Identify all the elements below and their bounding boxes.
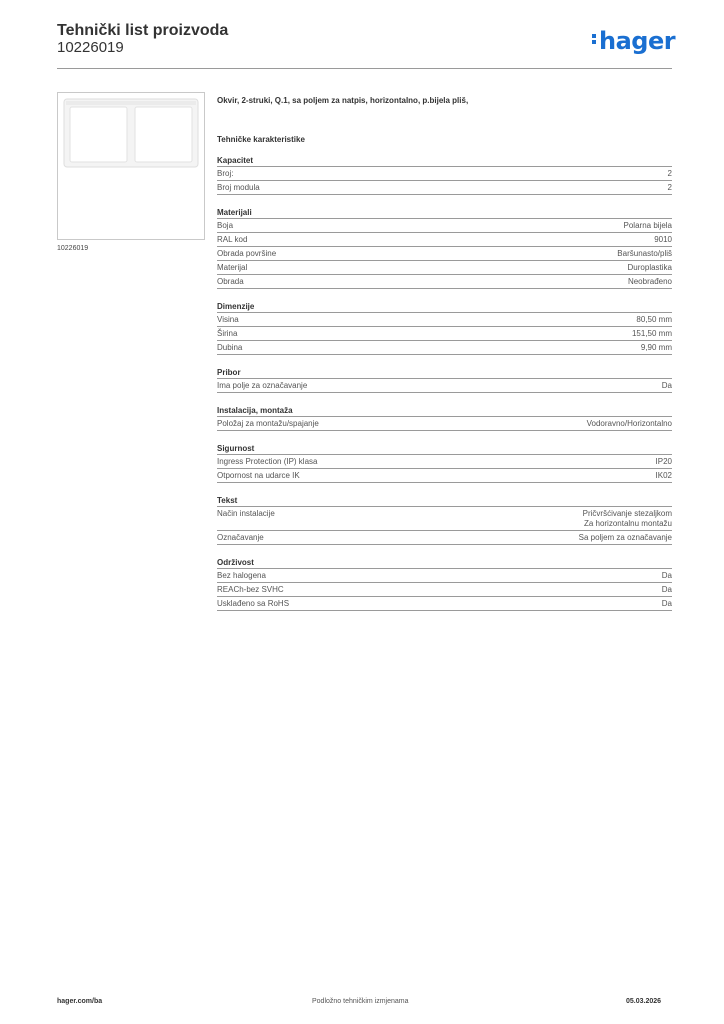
spec-row: [217, 167, 672, 181]
hager-logo: [592, 27, 675, 55]
spec-label: Ima polje za označavanje: [217, 381, 308, 390]
spec-label: Širina: [217, 329, 238, 338]
spec-value: Neobrađeno: [627, 277, 672, 286]
spec-value: Duroplastika: [627, 263, 672, 272]
spec-group: [217, 368, 672, 393]
spec-value: Da: [661, 599, 672, 608]
footer-date: 05.03.2026: [626, 998, 662, 1005]
spec-row: [217, 583, 672, 597]
spec-value: 2: [667, 183, 672, 192]
spec-row: [217, 341, 672, 355]
spec-label: Visina: [217, 315, 239, 324]
spec-value: 2: [667, 169, 672, 178]
spec-row: [217, 313, 672, 327]
spec-group: [217, 558, 672, 611]
spec-value: 9,90 mm: [640, 343, 672, 352]
spec-group: [217, 444, 672, 483]
group-title: Održivost: [217, 558, 672, 569]
footer-note: Podložno tehničkim izmjenama: [312, 998, 409, 1005]
spec-label: Materijal: [217, 263, 248, 272]
spec-groups: [217, 156, 672, 611]
group-title: Pribor: [217, 368, 672, 379]
spec-label: Otpornost na udarce IK: [217, 471, 300, 480]
spec-content: [217, 96, 672, 624]
spec-label: Broj modula: [217, 183, 260, 192]
spec-label: Dubina: [217, 343, 243, 352]
group-title: Tekst: [217, 496, 672, 507]
spec-value: Polarna bijela: [623, 221, 672, 230]
group-title: Kapacitet: [217, 156, 672, 167]
doc-number: 10226019: [57, 39, 124, 56]
doc-title: Tehnički list proizvoda: [57, 22, 229, 39]
spec-row: [217, 233, 672, 247]
spec-value: 9010: [654, 235, 672, 244]
spec-value: Sa poljem za označavanje: [578, 533, 672, 542]
group-title: Sigurnost: [217, 444, 672, 455]
spec-row: [217, 181, 672, 195]
spec-row: [217, 327, 672, 341]
spec-value: IK02: [655, 471, 672, 480]
spec-value: Da: [661, 571, 672, 580]
header-divider: [57, 68, 672, 69]
spec-group: [217, 302, 672, 355]
spec-row: [217, 261, 672, 275]
spec-row: [217, 455, 672, 469]
spec-value: Baršunasto/pliš: [617, 249, 672, 258]
spec-label: Obrada: [217, 277, 244, 286]
group-title: Instalacija, montaža: [217, 406, 672, 417]
spec-value: Vodoravno/Horizontalno: [586, 419, 672, 428]
spec-label: REACh-bez SVHC: [217, 585, 284, 594]
logo-dots-icon: [592, 32, 597, 46]
product-image: [57, 92, 205, 240]
product-description: Okvir, 2-struki, Q.1, sa poljem za natpis, horizontalno, p.bijela pliš,: [217, 96, 469, 105]
spec-label: Način instalacije: [217, 509, 275, 518]
spec-label: Označavanje: [217, 533, 264, 542]
spec-label: Bez halogena: [217, 571, 266, 580]
spec-value: Da: [661, 381, 672, 390]
spec-label: Položaj za montažu/spajanje: [217, 419, 319, 428]
spec-row: [217, 219, 672, 233]
spec-label: Obrada površine: [217, 249, 277, 258]
spec-value: 80,50 mm: [636, 315, 672, 324]
spec-row: [217, 507, 672, 531]
spec-group: [217, 406, 672, 431]
footer-website[interactable]: hager.com/ba: [57, 998, 103, 1005]
spec-row: [217, 275, 672, 289]
spec-value: 151,50 mm: [631, 329, 672, 338]
spec-value: IP20: [655, 457, 672, 466]
logo-text: hager: [599, 27, 676, 55]
spec-row: [217, 417, 672, 431]
spec-label: Broj:: [217, 169, 234, 178]
spec-label: RAL kod: [217, 235, 248, 244]
spec-row: [217, 247, 672, 261]
spec-label: Usklađeno sa RoHS: [217, 599, 290, 608]
spec-group: [217, 208, 672, 289]
spec-value: Pričvršćivanje stezaljkom Za horizontalnu montažu: [582, 509, 672, 528]
spec-row: [217, 569, 672, 583]
spec-group: [217, 156, 672, 195]
spec-row: [217, 597, 672, 611]
spec-row: [217, 379, 672, 393]
spec-group: [217, 496, 672, 545]
group-title: Dimenzije: [217, 302, 672, 313]
group-title: Materijali: [217, 208, 672, 219]
spec-label: Boja: [217, 221, 234, 230]
image-caption: 10226019: [57, 245, 89, 252]
spec-value: Da: [661, 585, 672, 594]
spec-label: Ingress Protection (IP) klasa: [217, 457, 318, 466]
spec-row: [217, 531, 672, 545]
spec-row: [217, 469, 672, 483]
double-frame-icon: [58, 93, 204, 239]
characteristics-heading: Tehničke karakteristike: [217, 135, 305, 144]
